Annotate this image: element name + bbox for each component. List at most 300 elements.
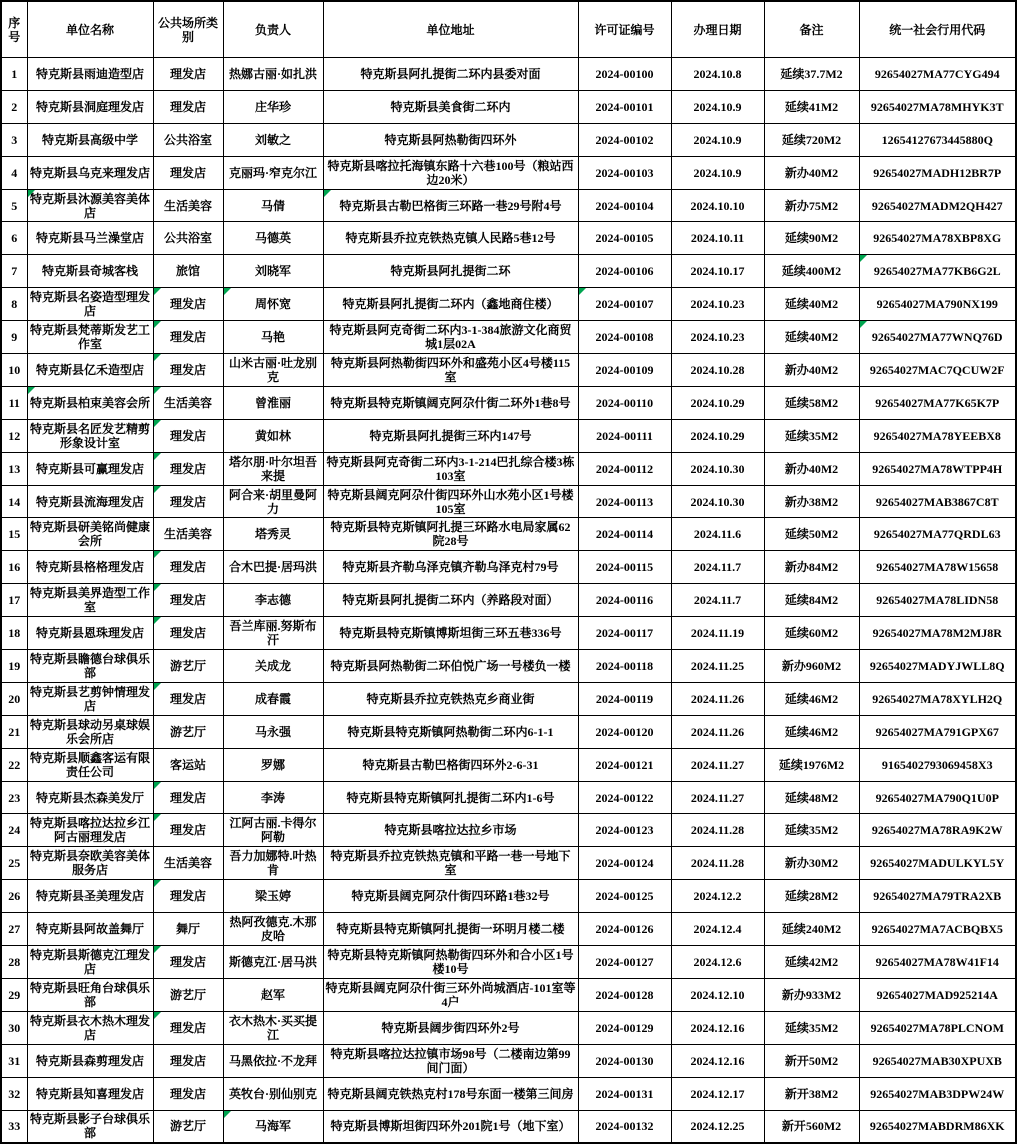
- cell-unit-address: 特克斯县古勒巴格街三环路一巷29号附4号: [323, 189, 578, 222]
- cell-unit-address: 特克斯县阿热勒街四环外和盛苑小区4号楼115室: [323, 354, 578, 387]
- cell-serial-number: 16: [1, 551, 27, 584]
- cell-person-in-charge: 马德英: [223, 222, 323, 255]
- cell-venue-category: 理发店: [153, 781, 223, 814]
- cell-credit-code: 92654027MA78RA9K2W: [859, 814, 1016, 847]
- cell-venue-category: 生活美容: [153, 518, 223, 551]
- cell-flag-triangle: [154, 880, 161, 887]
- cell-unit-address: 特克斯县阿克奇街二环内3-1-214巴扎综合楼3栋103室: [323, 452, 578, 485]
- cell-venue-category: 游艺厅: [153, 1110, 223, 1143]
- cell-license-number: 2024-00111: [578, 419, 671, 452]
- cell-remarks: 延续35M2: [764, 1011, 859, 1044]
- cell-person-in-charge: 李志德: [223, 584, 323, 617]
- cell-venue-category: 理发店: [153, 1011, 223, 1044]
- cell-unit-address: 特克斯县特克斯镇阔克阿尕什街二环外1巷8号: [323, 386, 578, 419]
- cell-license-number: 2024-00117: [578, 617, 671, 650]
- cell-person-in-charge: 吾兰库丽.努斯布汗: [223, 617, 323, 650]
- cell-unit-name: 特克斯县旺角台球俱乐部: [27, 978, 153, 1011]
- cell-unit-name: 特克斯县梵蒂斯发艺工作室: [27, 321, 153, 354]
- cell-venue-category: 旅馆: [153, 255, 223, 288]
- cell-unit-name: 特克斯县名姿造型理发店: [27, 288, 153, 321]
- table-row: [1, 748, 1016, 781]
- cell-unit-address: 特克斯县阿热勒街四环外: [323, 123, 578, 156]
- cell-person-in-charge: 刘晓军: [223, 255, 323, 288]
- cell-serial-number: 15: [1, 518, 27, 551]
- cell-unit-name: 特克斯县奇城客栈: [27, 255, 153, 288]
- cell-serial-number: 13: [1, 452, 27, 485]
- cell-remarks: 延续40M2: [764, 288, 859, 321]
- cell-processing-date: 2024.11.26: [671, 715, 764, 748]
- table-row: [1, 255, 1016, 288]
- cell-credit-code: 92654027MA78W41F14: [859, 946, 1016, 979]
- cell-processing-date: 2024.11.27: [671, 781, 764, 814]
- cell-license-number: 2024-00112: [578, 452, 671, 485]
- cell-processing-date: 2024.12.16: [671, 1011, 764, 1044]
- cell-processing-date: 2024.12.4: [671, 913, 764, 946]
- cell-venue-category: 理发店: [153, 946, 223, 979]
- cell-unit-name: 特克斯县球动另桌球娱乐会所店: [27, 715, 153, 748]
- cell-remarks: 延续1976M2: [764, 748, 859, 781]
- cell-unit-name: 特克斯县洞庭理发店: [27, 90, 153, 123]
- cell-person-in-charge: 赵军: [223, 978, 323, 1011]
- cell-unit-name: 特克斯县名匠发艺精剪形象设计室: [27, 419, 153, 452]
- cell-license-number: 2024-00113: [578, 485, 671, 518]
- cell-remarks: 延续400M2: [764, 255, 859, 288]
- cell-license-number: 2024-00121: [578, 748, 671, 781]
- cell-unit-name: 特克斯县影子台球俱乐部: [27, 1110, 153, 1143]
- cell-processing-date: 2024.10.29: [671, 419, 764, 452]
- cell-license-number: 2024-00110: [578, 386, 671, 419]
- cell-credit-code: 92654027MA78M2MJ8R: [859, 617, 1016, 650]
- table-row: [1, 617, 1016, 650]
- cell-remarks: 新办84M2: [764, 551, 859, 584]
- table-row: [1, 978, 1016, 1011]
- cell-serial-number: 6: [1, 222, 27, 255]
- cell-processing-date: 2024.11.25: [671, 650, 764, 683]
- cell-venue-category: 公共浴室: [153, 222, 223, 255]
- cell-person-in-charge: 周怀宽: [223, 288, 323, 321]
- cell-person-in-charge: 江阿古丽.卡得尔阿勒: [223, 814, 323, 847]
- cell-person-in-charge: 山米古丽·吐龙别克: [223, 354, 323, 387]
- cell-serial-number: 3: [1, 123, 27, 156]
- cell-venue-category: 客运站: [153, 748, 223, 781]
- cell-flag-triangle: [154, 782, 161, 789]
- cell-serial-number: 17: [1, 584, 27, 617]
- cell-credit-code: 92654027MA77KB6G2L: [859, 255, 1016, 288]
- cell-flag-triangle: [28, 387, 35, 394]
- cell-venue-category: 理发店: [153, 452, 223, 485]
- table-row: [1, 650, 1016, 683]
- cell-person-in-charge: 塔秀灵: [223, 518, 323, 551]
- cell-serial-number: 19: [1, 650, 27, 683]
- cell-license-number: 2024-00120: [578, 715, 671, 748]
- cell-person-in-charge: 马海军: [223, 1110, 323, 1143]
- cell-processing-date: 2024.10.30: [671, 485, 764, 518]
- cell-unit-name: 特克斯县杰森美发厅: [27, 781, 153, 814]
- cell-person-in-charge: 关成龙: [223, 650, 323, 683]
- cell-processing-date: 2024.10.30: [671, 452, 764, 485]
- cell-venue-category: 公共浴室: [153, 123, 223, 156]
- cell-credit-code: 92654027MADM2QH427: [859, 189, 1016, 222]
- header-serial-number: 序号: [1, 1, 27, 58]
- table-row: [1, 485, 1016, 518]
- cell-remarks: 延续48M2: [764, 781, 859, 814]
- cell-unit-address: 特克斯县阔克阿尕什街四环外山水苑小区1号楼105室: [323, 485, 578, 518]
- cell-license-number: 2024-00114: [578, 518, 671, 551]
- cell-processing-date: 2024.10.9: [671, 156, 764, 189]
- cell-remarks: 延续28M2: [764, 880, 859, 913]
- cell-flag-triangle: [154, 1012, 161, 1019]
- cell-remarks: 新办960M2: [764, 650, 859, 683]
- cell-person-in-charge: 李涛: [223, 781, 323, 814]
- cell-remarks: 新开560M2: [764, 1110, 859, 1143]
- cell-license-number: 2024-00107: [578, 288, 671, 321]
- header-row: [1, 1, 1016, 58]
- cell-unit-address: 特克斯县阿热勒街二环伯悦广场一号楼负一楼: [323, 650, 578, 683]
- table-row: [1, 123, 1016, 156]
- cell-remarks: 新开38M2: [764, 1077, 859, 1110]
- table-row: [1, 913, 1016, 946]
- cell-license-number: 2024-00104: [578, 189, 671, 222]
- cell-flag-triangle: [154, 551, 161, 558]
- table-row: [1, 946, 1016, 979]
- cell-person-in-charge: 合木巴提·居玛洪: [223, 551, 323, 584]
- cell-person-in-charge: 刘敏之: [223, 123, 323, 156]
- cell-person-in-charge: 热阿孜德克.木那皮哈: [223, 913, 323, 946]
- cell-serial-number: 32: [1, 1077, 27, 1110]
- table-row: [1, 518, 1016, 551]
- cell-unit-name: 特克斯县森剪理发店: [27, 1044, 153, 1077]
- cell-venue-category: 理发店: [153, 90, 223, 123]
- cell-license-number: 2024-00109: [578, 354, 671, 387]
- cell-flag-triangle: [154, 814, 161, 821]
- cell-person-in-charge: 马永强: [223, 715, 323, 748]
- cell-person-in-charge: 罗娜: [223, 748, 323, 781]
- cell-remarks: 延续41M2: [764, 90, 859, 123]
- cell-unit-address: 特克斯县乔拉克铁热克镇人民路5巷12号: [323, 222, 578, 255]
- cell-processing-date: 2024.11.28: [671, 814, 764, 847]
- cell-credit-code: 92654027MA78YEEBX8: [859, 419, 1016, 452]
- header-person-in-charge: 负责人: [223, 1, 323, 58]
- cell-unit-name: 特克斯县斯德克江理发店: [27, 946, 153, 979]
- cell-license-number: 2024-00126: [578, 913, 671, 946]
- cell-processing-date: 2024.10.9: [671, 123, 764, 156]
- cell-serial-number: 21: [1, 715, 27, 748]
- cell-processing-date: 2024.10.23: [671, 288, 764, 321]
- cell-unit-name: 特克斯县沐源美容美体店: [27, 189, 153, 222]
- cell-processing-date: 2024.11.28: [671, 847, 764, 880]
- cell-credit-code: 92654027MA77QRDL63: [859, 518, 1016, 551]
- cell-venue-category: 理发店: [153, 288, 223, 321]
- cell-venue-category: 理发店: [153, 1077, 223, 1110]
- table-row: [1, 222, 1016, 255]
- cell-license-number: 2024-00123: [578, 814, 671, 847]
- cell-license-number: 2024-00118: [578, 650, 671, 683]
- cell-unit-address: 特克斯县阔克铁热克村178号东面一楼第三间房: [323, 1077, 578, 1110]
- cell-person-in-charge: 马黑依拉·不龙拜: [223, 1044, 323, 1077]
- cell-unit-address: 特克斯县齐勒乌泽克镇齐勒乌泽克村79号: [323, 551, 578, 584]
- cell-credit-code: 92654027MA7ACBQBX5: [859, 913, 1016, 946]
- cell-credit-code: 92654027MA78PLCNOM: [859, 1011, 1016, 1044]
- cell-remarks: 新办38M2: [764, 485, 859, 518]
- cell-unit-name: 特克斯县艺剪钟情理发店: [27, 682, 153, 715]
- cell-unit-address: 特克斯县乔拉克铁热克镇和平路一巷一号地下室: [323, 847, 578, 880]
- cell-venue-category: 舞厅: [153, 913, 223, 946]
- cell-person-in-charge: 衣木热木·买买提江: [223, 1011, 323, 1044]
- cell-serial-number: 22: [1, 748, 27, 781]
- cell-remarks: 延续90M2: [764, 222, 859, 255]
- cell-unit-address: 特克斯县阿扎提街二环内（养路段对面）: [323, 584, 578, 617]
- table-row: [1, 386, 1016, 419]
- cell-remarks: 新办30M2: [764, 847, 859, 880]
- cell-unit-address: 特克斯县特克斯镇阿扎提街一环明月楼二楼: [323, 913, 578, 946]
- cell-license-number: 2024-00101: [578, 90, 671, 123]
- cell-serial-number: 8: [1, 288, 27, 321]
- cell-flag-triangle: [154, 420, 161, 427]
- cell-processing-date: 2024.11.19: [671, 617, 764, 650]
- cell-unit-address: 特克斯县美食街二环内: [323, 90, 578, 123]
- cell-unit-name: 特克斯县顺鑫客运有限责任公司: [27, 748, 153, 781]
- cell-serial-number: 24: [1, 814, 27, 847]
- cell-unit-name: 特克斯县美界造型工作室: [27, 584, 153, 617]
- table-row: [1, 90, 1016, 123]
- cell-venue-category: 理发店: [153, 682, 223, 715]
- cell-remarks: 延续60M2: [764, 617, 859, 650]
- cell-processing-date: 2024.10.17: [671, 255, 764, 288]
- cell-serial-number: 30: [1, 1011, 27, 1044]
- cell-remarks: 新办40M2: [764, 156, 859, 189]
- table-row: [1, 715, 1016, 748]
- cell-credit-code: 92654027MADH12BR7P: [859, 156, 1016, 189]
- table-row: [1, 354, 1016, 387]
- cell-unit-name: 特克斯县可赢理发店: [27, 452, 153, 485]
- cell-serial-number: 4: [1, 156, 27, 189]
- cell-processing-date: 2024.10.23: [671, 321, 764, 354]
- cell-credit-code: 92654027MA78W15658: [859, 551, 1016, 584]
- cell-unit-name: 特克斯县高级中学: [27, 123, 153, 156]
- cell-unit-address: 特克斯县古勒巴格街四环外2-6-31: [323, 748, 578, 781]
- cell-unit-address: 特克斯县阿克奇街二环内3-1-384旅游文化商贸城1层02A: [323, 321, 578, 354]
- cell-person-in-charge: 庄华珍: [223, 90, 323, 123]
- cell-person-in-charge: 热娜古丽·如扎洪: [223, 58, 323, 91]
- cell-unit-address: 特克斯县特克斯镇阿扎提街二环内1-6号: [323, 781, 578, 814]
- cell-venue-category: 游艺厅: [153, 978, 223, 1011]
- cell-flag-triangle: [324, 190, 331, 197]
- cell-credit-code: 92654027MAB3DPW24W: [859, 1077, 1016, 1110]
- cell-unit-address: 特克斯县特克斯镇阿热勒街二环内6-1-1: [323, 715, 578, 748]
- cell-venue-category: 游艺厅: [153, 715, 223, 748]
- cell-remarks: 延续50M2: [764, 518, 859, 551]
- cell-credit-code: 92654027MA77CYG494: [859, 58, 1016, 91]
- cell-remarks: 新办75M2: [764, 189, 859, 222]
- cell-credit-code: 92654027MA78XBP8XG: [859, 222, 1016, 255]
- cell-remarks: 延续46M2: [764, 682, 859, 715]
- table-row: [1, 584, 1016, 617]
- cell-credit-code: 92654027MA77K65K7P: [859, 386, 1016, 419]
- cell-processing-date: 2024.12.6: [671, 946, 764, 979]
- cell-serial-number: 11: [1, 386, 27, 419]
- table-row: [1, 682, 1016, 715]
- cell-license-number: 2024-00122: [578, 781, 671, 814]
- cell-serial-number: 23: [1, 781, 27, 814]
- cell-processing-date: 2024.11.27: [671, 748, 764, 781]
- table-row: [1, 58, 1016, 91]
- cell-credit-code: 92654027MA791GPX67: [859, 715, 1016, 748]
- header-remarks: 备注: [764, 1, 859, 58]
- cell-license-number: 2024-00132: [578, 1110, 671, 1143]
- cell-remarks: 新办933M2: [764, 978, 859, 1011]
- cell-license-number: 2024-00128: [578, 978, 671, 1011]
- cell-unit-address: 特克斯县阔步街四环外2号: [323, 1011, 578, 1044]
- cell-unit-name: 特克斯县格格理发店: [27, 551, 153, 584]
- cell-unit-name: 特克斯县乌克来理发店: [27, 156, 153, 189]
- cell-unit-name: 特克斯县雨迪造型店: [27, 58, 153, 91]
- cell-processing-date: 2024.10.10: [671, 189, 764, 222]
- cell-flag-triangle: [224, 288, 231, 295]
- cell-credit-code: 92654027MAC7QCUW2F: [859, 354, 1016, 387]
- cell-remarks: 延续35M2: [764, 419, 859, 452]
- cell-flag-triangle: [154, 617, 161, 624]
- cell-person-in-charge: 吾力加娜特.叶热肯: [223, 847, 323, 880]
- table-row: [1, 288, 1016, 321]
- cell-credit-code: 92654027MA78LIDN58: [859, 584, 1016, 617]
- table-row: [1, 880, 1016, 913]
- cell-remarks: 延续84M2: [764, 584, 859, 617]
- cell-serial-number: 31: [1, 1044, 27, 1077]
- cell-processing-date: 2024.10.29: [671, 386, 764, 419]
- cell-unit-address: 特克斯县阔克阿尕什街三环外尚城酒店-101室等4户: [323, 978, 578, 1011]
- table-row: [1, 321, 1016, 354]
- cell-flag-triangle: [154, 321, 161, 328]
- cell-credit-code: 92654027MA790NX199: [859, 288, 1016, 321]
- cell-processing-date: 2024.11.7: [671, 584, 764, 617]
- cell-flag-triangle: [860, 255, 867, 262]
- cell-unit-address: 特克斯县阿扎提街二环内（鑫地商住楼）: [323, 288, 578, 321]
- table-row: [1, 1011, 1016, 1044]
- cell-serial-number: 1: [1, 58, 27, 91]
- cell-unit-address: 特克斯县阿扎提街三环内147号: [323, 419, 578, 452]
- cell-credit-code: 92654027MADULKYL5Y: [859, 847, 1016, 880]
- cell-unit-name: 特克斯县恩珠理发店: [27, 617, 153, 650]
- cell-serial-number: 9: [1, 321, 27, 354]
- cell-credit-code: 92654027MA78WTPP4H: [859, 452, 1016, 485]
- cell-flag-triangle: [154, 584, 161, 591]
- header-venue-category: 公共场所类别: [153, 1, 223, 58]
- cell-person-in-charge: 成春霞: [223, 682, 323, 715]
- cell-credit-code: 92654027MABDRM86XK: [859, 1110, 1016, 1143]
- cell-license-number: 2024-00129: [578, 1011, 671, 1044]
- cell-processing-date: 2024.10.9: [671, 90, 764, 123]
- cell-venue-category: 理发店: [153, 1044, 223, 1077]
- cell-venue-category: 理发店: [153, 354, 223, 387]
- cell-license-number: 2024-00108: [578, 321, 671, 354]
- cell-unit-address: 特克斯县喀拉达拉乡市场: [323, 814, 578, 847]
- cell-processing-date: 2024.12.2: [671, 880, 764, 913]
- cell-unit-name: 特克斯县衣木热木理发店: [27, 1011, 153, 1044]
- cell-license-number: 2024-00115: [578, 551, 671, 584]
- cell-venue-category: 理发店: [153, 156, 223, 189]
- cell-person-in-charge: 英牧台·别仙别克: [223, 1077, 323, 1110]
- table-row: [1, 814, 1016, 847]
- cell-serial-number: 28: [1, 946, 27, 979]
- cell-venue-category: 理发店: [153, 58, 223, 91]
- cell-person-in-charge: 梁玉婷: [223, 880, 323, 913]
- header-unit-name: 单位名称: [27, 1, 153, 58]
- table-row: [1, 551, 1016, 584]
- cell-serial-number: 14: [1, 485, 27, 518]
- table-row: [1, 1044, 1016, 1077]
- cell-flag-triangle: [154, 453, 161, 460]
- cell-venue-category: 理发店: [153, 814, 223, 847]
- cell-venue-category: 理发店: [153, 551, 223, 584]
- cell-remarks: 延续40M2: [764, 321, 859, 354]
- cell-remarks: 延续58M2: [764, 386, 859, 419]
- cell-venue-category: 游艺厅: [153, 650, 223, 683]
- table-header: [1, 1, 1016, 58]
- cell-flag-triangle: [154, 683, 161, 690]
- cell-license-number: 2024-00102: [578, 123, 671, 156]
- cell-person-in-charge: 斯德克江·居马洪: [223, 946, 323, 979]
- cell-license-number: 2024-00131: [578, 1077, 671, 1110]
- cell-flag-triangle: [154, 288, 161, 295]
- cell-venue-category: 生活美容: [153, 386, 223, 419]
- cell-unit-address: 特克斯县阿扎提街二环: [323, 255, 578, 288]
- cell-processing-date: 2024.10.8: [671, 58, 764, 91]
- cell-remarks: 延续720M2: [764, 123, 859, 156]
- cell-license-number: 2024-00105: [578, 222, 671, 255]
- table-row: [1, 419, 1016, 452]
- cell-flag-triangle: [154, 486, 161, 493]
- cell-remarks: 延续240M2: [764, 913, 859, 946]
- cell-flag-triangle: [28, 190, 35, 197]
- cell-remarks: 新办40M2: [764, 452, 859, 485]
- cell-unit-address: 特克斯县特克斯镇阿扎提三环路水电局家属62院28号: [323, 518, 578, 551]
- cell-credit-code: 92654027MA790Q1U0P: [859, 781, 1016, 814]
- cell-unit-address: 特克斯县博斯坦街四环外201院1号（地下室）: [323, 1110, 578, 1143]
- table-row: [1, 1110, 1016, 1143]
- cell-remarks: 新开50M2: [764, 1044, 859, 1077]
- cell-license-number: 2024-00124: [578, 847, 671, 880]
- cell-remarks: 延续42M2: [764, 946, 859, 979]
- cell-processing-date: 2024.12.17: [671, 1077, 764, 1110]
- cell-credit-code: 92654027MADYJWLL8Q: [859, 650, 1016, 683]
- cell-credit-code: 92654027MA78MHYK3T: [859, 90, 1016, 123]
- cell-unit-name: 特克斯县奈欧美容美体服务店: [27, 847, 153, 880]
- cell-serial-number: 2: [1, 90, 27, 123]
- cell-serial-number: 27: [1, 913, 27, 946]
- cell-serial-number: 29: [1, 978, 27, 1011]
- cell-serial-number: 26: [1, 880, 27, 913]
- cell-credit-code: 92654027MA77WNQ76D: [859, 321, 1016, 354]
- header-processing-date: 办理日期: [671, 1, 764, 58]
- cell-credit-code: 92654027MAB30XPUXB: [859, 1044, 1016, 1077]
- cell-remarks: 延续35M2: [764, 814, 859, 847]
- cell-license-number: 2024-00125: [578, 880, 671, 913]
- cell-venue-category: 理发店: [153, 617, 223, 650]
- cell-unit-name: 特克斯县圣美理发店: [27, 880, 153, 913]
- cell-serial-number: 5: [1, 189, 27, 222]
- cell-serial-number: 33: [1, 1110, 27, 1143]
- cell-person-in-charge: 克丽玛·窄克尔江: [223, 156, 323, 189]
- header-unit-address: 单位地址: [323, 1, 578, 58]
- table-row: [1, 1077, 1016, 1110]
- cell-flag-triangle: [224, 1111, 231, 1118]
- cell-credit-code: 92654027MAD925214A: [859, 978, 1016, 1011]
- cell-unit-address: 特克斯县喀拉托海镇东路十六巷100号（粮站西边20米）: [323, 156, 578, 189]
- cell-unit-address: 特克斯县特克斯镇阿热勒街四环外和合小区1号楼10号: [323, 946, 578, 979]
- cell-processing-date: 2024.11.7: [671, 551, 764, 584]
- cell-unit-address: 特克斯县阔克阿尕什街四环路1巷32号: [323, 880, 578, 913]
- cell-serial-number: 25: [1, 847, 27, 880]
